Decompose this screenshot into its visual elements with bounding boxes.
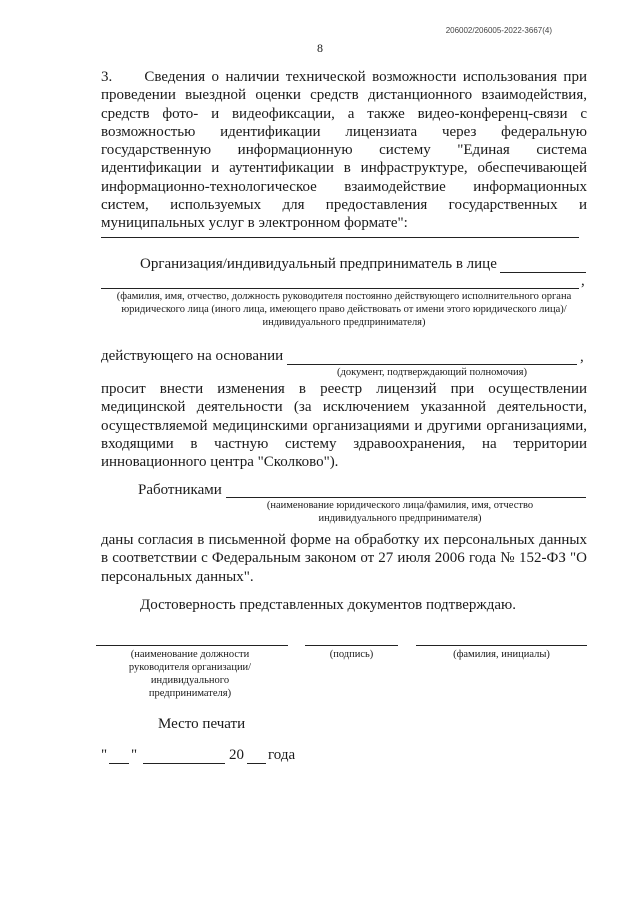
org-label: Организация/индивидуальный предприниматель в лице <box>140 256 497 272</box>
signature-line[interactable] <box>305 645 398 646</box>
date-month-line[interactable] <box>143 763 225 764</box>
workers-label: Работниками <box>138 482 222 498</box>
org-comma: , <box>581 273 585 289</box>
date-year-line[interactable] <box>247 763 266 764</box>
position-line[interactable] <box>96 645 288 646</box>
confirm-text: Достоверность представленных документов подтверждаю. <box>140 597 516 613</box>
date-close-quote: " <box>131 747 138 763</box>
name-line[interactable] <box>416 645 587 646</box>
date-open-quote: " <box>101 747 108 763</box>
request-text: просит внести изменения в реестр лицензий при осуществлении медицинской деятельности (за исключением указанной деятельности, осуществляемой медицинскими организациями и другими организациями, входящими в частную систему здравоохранения, на территории инновационного центра "Сколково"). <box>101 381 587 471</box>
name-caption: (фамилия, инициалы) <box>453 649 550 660</box>
date-day-line[interactable] <box>109 763 129 764</box>
position-caption: (наименование должности руководителя организации/индивидуального предпринимателя) <box>128 649 252 699</box>
item-3-answer-line[interactable] <box>101 237 579 238</box>
signature-caption: (подпись) <box>329 649 374 660</box>
basis-line[interactable] <box>287 364 577 365</box>
basis-caption: (документ, подтверждающий полномочия) <box>337 367 527 378</box>
item-3-text: 3. Сведения о наличии технической возможности использования при проведении выездной оценки средств дистанционного взаимодействия, средств фото- и видеофиксации, а также видео-конференц-связи с возможностью идентификации лицензиата через федеральную государственную информационную систему "Единая система идентификации и аутентификации в инфраструктуре, обеспечивающей информационно-технологическое взаимодействие информационных систем, используемых для предоставления государственных и муниципальных услуг в электронном формате": <box>101 69 587 232</box>
basis-comma: , <box>580 349 584 365</box>
basis-label: действующего на основании <box>101 348 284 364</box>
org-caption: (фамилия, имя, отчество, должность руководителя постоянно действующего исполнительного органа юридического лица (иного лица, имеющего право действовать от имени этого юридического лица)/индивидуального предпринимателя) <box>116 291 572 328</box>
page-number: 8 <box>317 41 323 55</box>
consent-text: даны согласия в письменной форме на обработку их персональных данных в соответствии с Федеральным законом от 27 июля 2006 года № 152-ФЗ "О персональных данных". <box>101 532 587 585</box>
org-name-line[interactable] <box>500 272 586 273</box>
workers-caption: (наименование юридического лица/фамилия, имя, отчество индивидуального предпринимателя) <box>266 500 534 524</box>
workers-line[interactable] <box>226 497 586 498</box>
org-name-line-2[interactable] <box>101 288 579 289</box>
date-suffix: года <box>268 747 296 763</box>
document-code: 206002/206005-2022-3667(4) <box>445 26 552 35</box>
date-century: 20 <box>229 747 244 763</box>
stamp-label: Место печати <box>158 716 246 732</box>
